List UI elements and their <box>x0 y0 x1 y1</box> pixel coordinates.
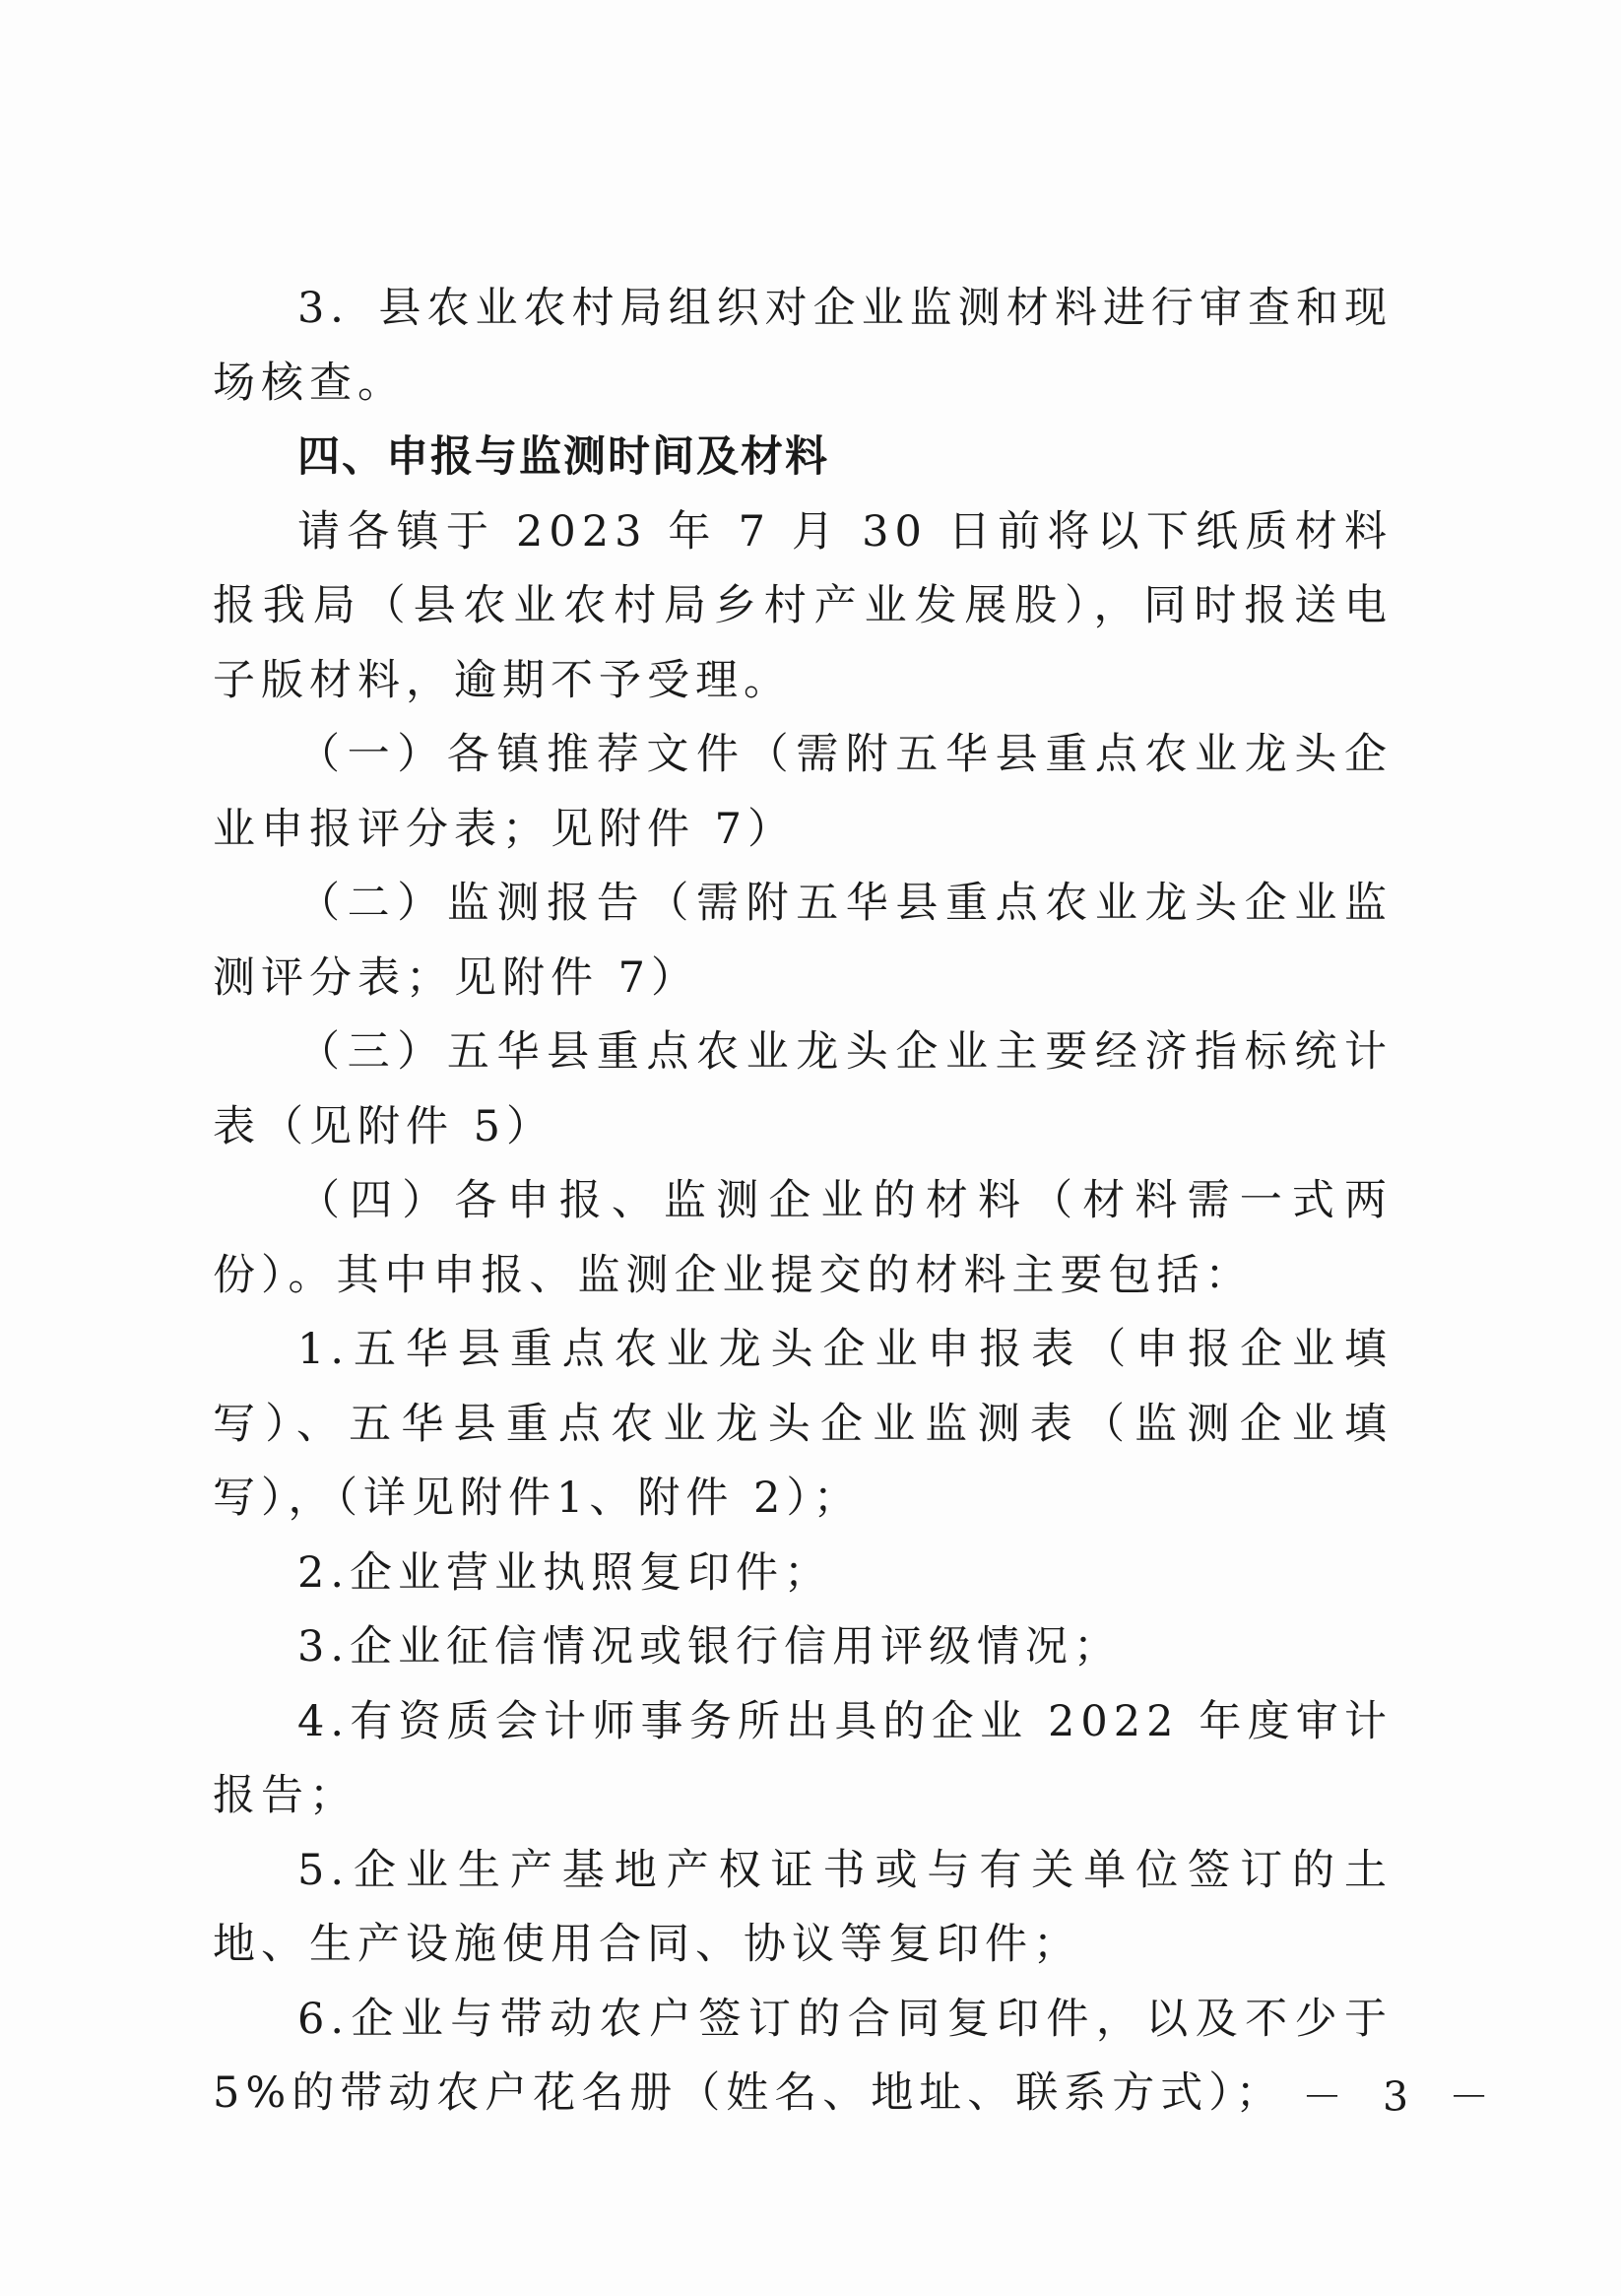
list-item-4: 4.有资质会计师事务所出具的企业 2022 年度审计报告； <box>213 1696 1393 1820</box>
list-item-6: 6.企业与带动农户签订的合同复印件，以及不少于 5%的带动农户花名册（姓名、地址、联系方式）； <box>213 1994 1393 2118</box>
paragraph-review-check: 3．县农业农村局组织对企业监测材料进行审查和现场核查。 <box>213 284 1393 408</box>
paragraph-item-1: （一）各镇推荐文件（需附五华县重点农业龙头企业申报评分表；见附件 7） <box>213 730 1393 854</box>
section-heading-four: 四、申报与监测时间及材料 <box>297 432 829 482</box>
paragraph-deadline: 请各镇于 2023 年 7 月 30 日前将以下纸质材料报我局（县农业农村局乡村产业发展股），同时报送电子版材料，逾期不予受理。 <box>213 506 1393 705</box>
list-item-1: 1.五华县重点农业龙头企业申报表（申报企业填写）、五华县重点农业龙头企业监测表（监测企业填写），（详见附件1、附件 2）； <box>213 1325 1393 1523</box>
document-body <box>213 272 1393 2132</box>
paragraph-item-2: （二）监测报告（需附五华县重点农业龙头企业监测评分表；见附件 7） <box>213 879 1393 1003</box>
list-item-3: 3.企业征信情况或银行信用评级情况； <box>297 1622 1123 1672</box>
list-item-5: 5.企业生产基地产权证书或与有关单位签订的土地、生产设施使用合同、协议等复印件； <box>213 1845 1393 1969</box>
list-item-2: 2.企业营业执照复印件； <box>297 1547 833 1598</box>
page-number: － 3 － <box>1302 2073 1504 2121</box>
paragraph-item-3: （三）五华县重点农业龙头企业主要经济指标统计表（见附件 5） <box>213 1027 1393 1151</box>
paragraph-item-4: （四）各申报、监测企业的材料（材料需一式两份）。其中申报、监测企业提交的材料主要包括： <box>213 1176 1393 1300</box>
